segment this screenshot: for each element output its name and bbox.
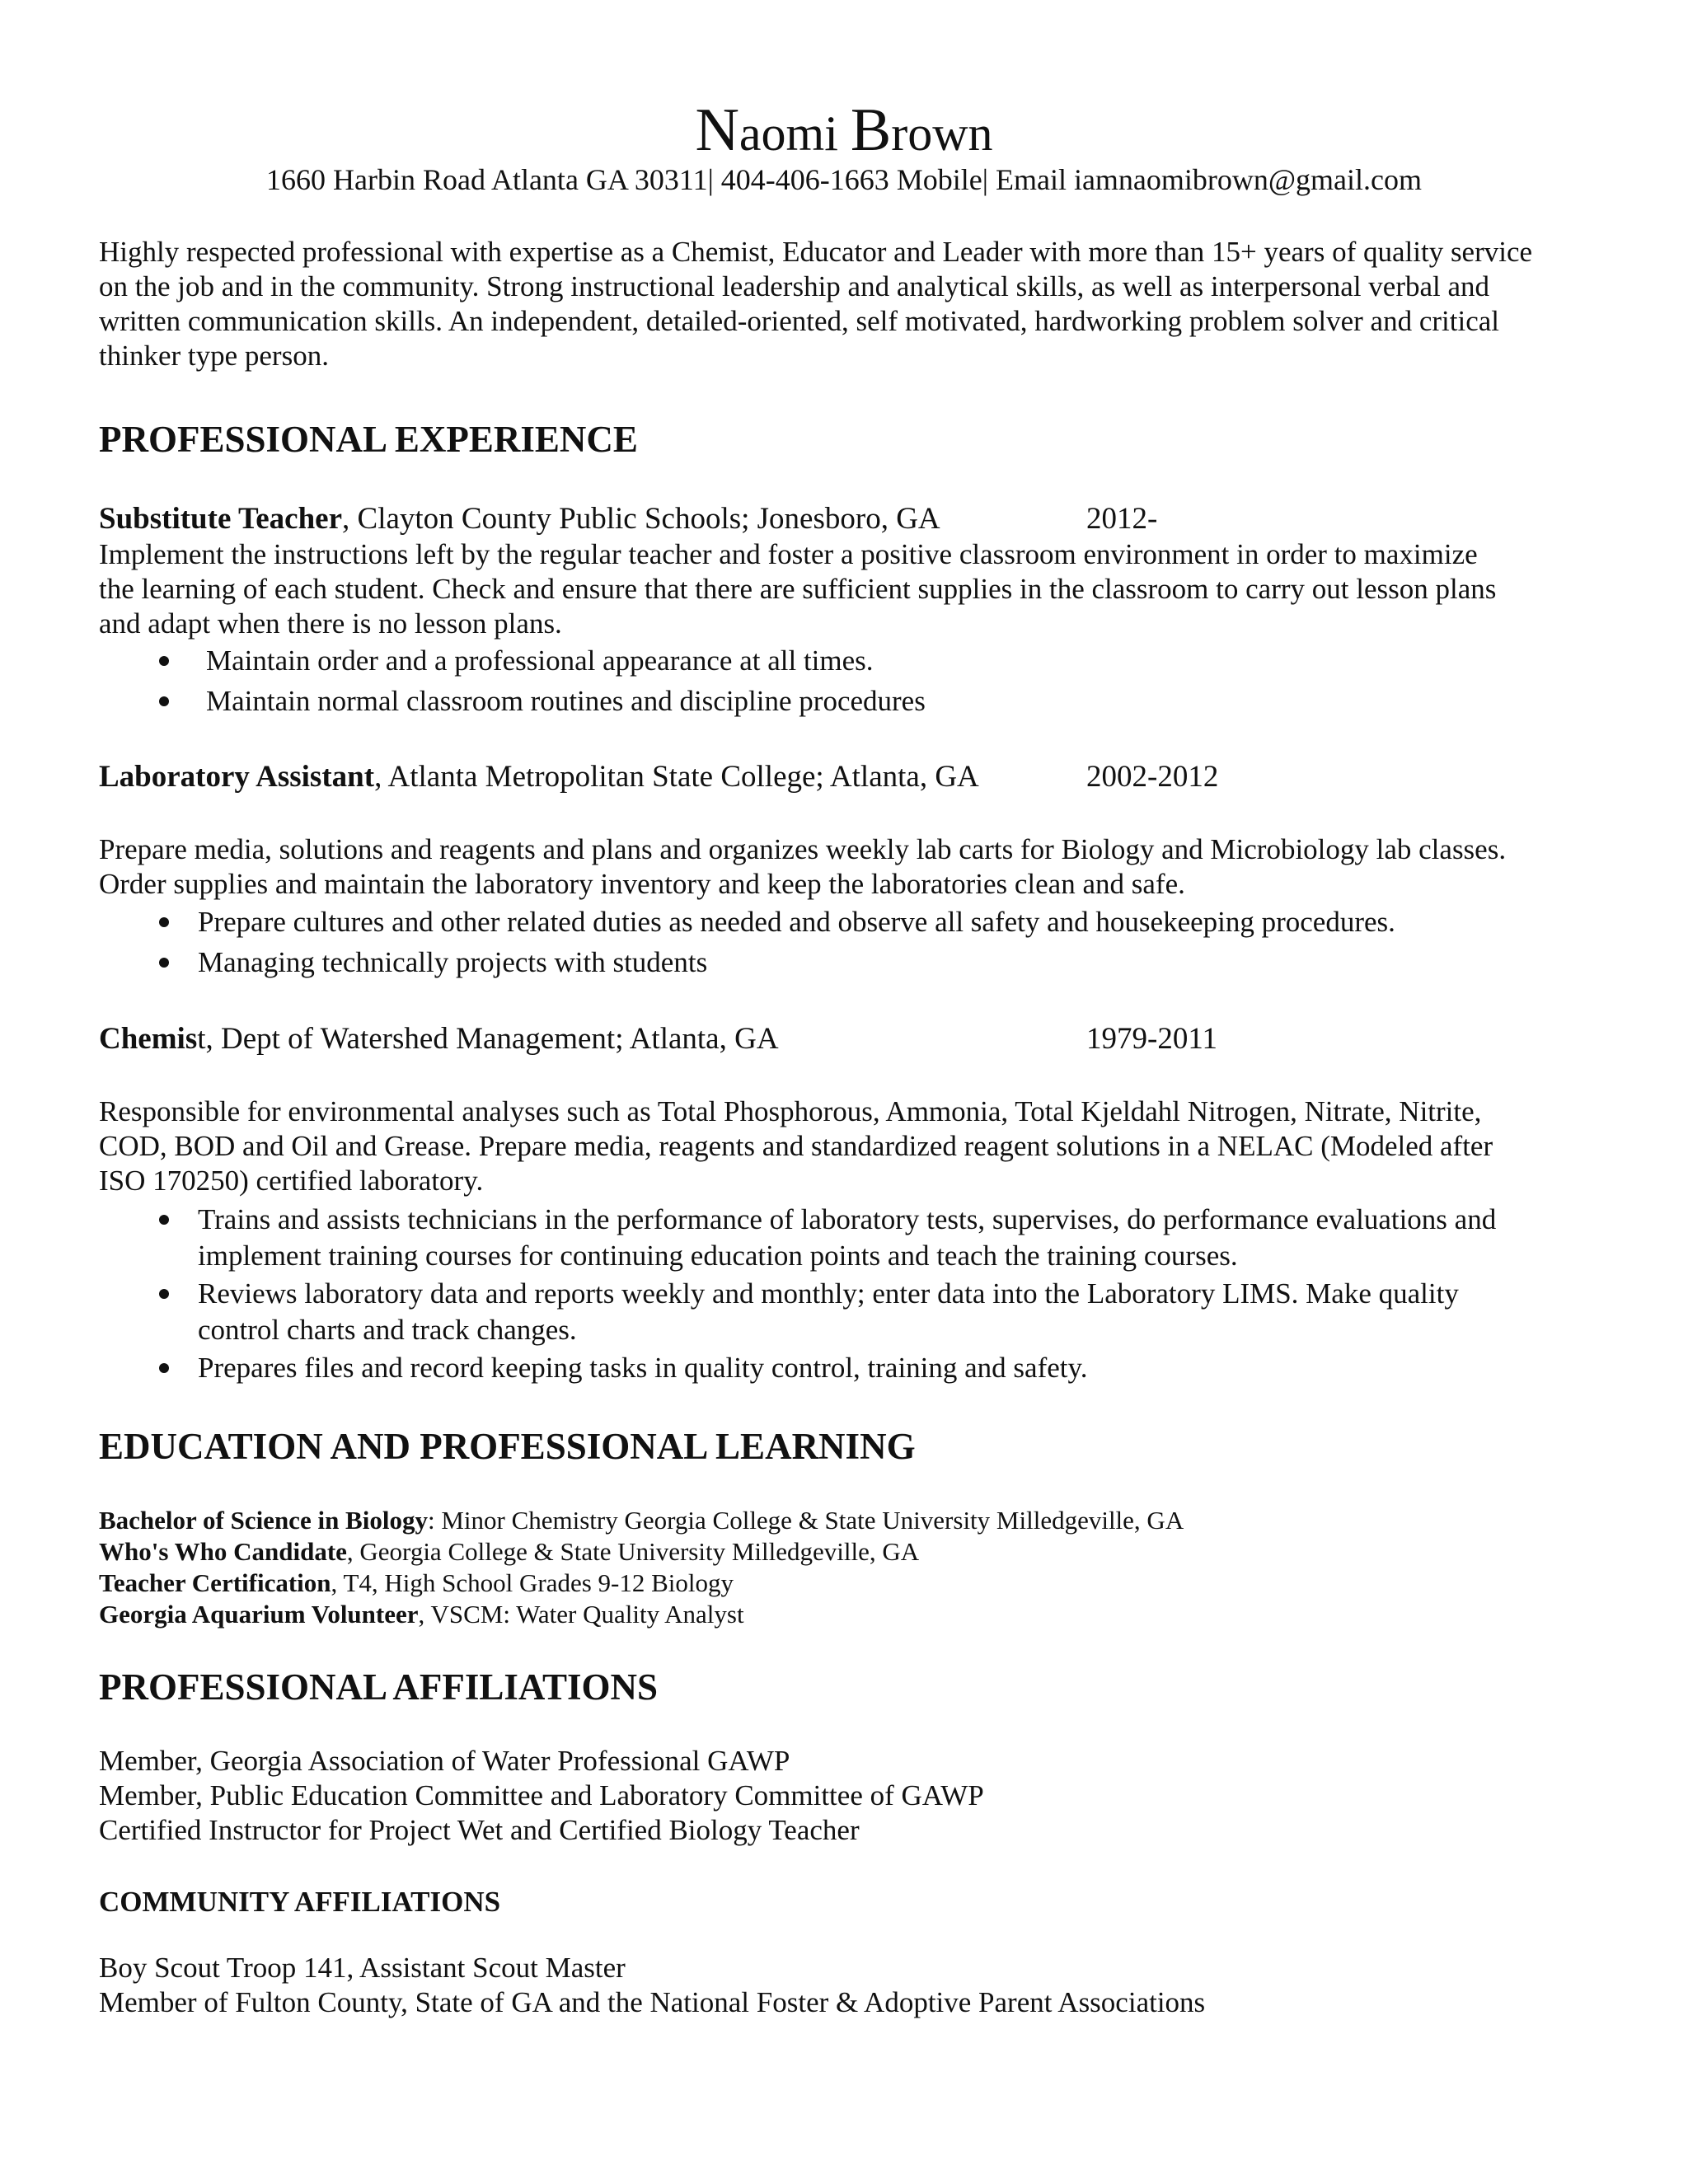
bullet-icon [159, 958, 169, 968]
bullet-icon [159, 696, 169, 706]
job-desc-line: Implement the instructions left by the regular teacher and foster a positive classroom environment in order to maximize [99, 538, 1478, 570]
education-item-title: Bachelor of Science in Biology [99, 1506, 428, 1535]
job-bullet: Maintain order and a professional appearance at all times. [206, 644, 874, 677]
bullet-icon [159, 1289, 169, 1299]
job-bullet [198, 1202, 1496, 1274]
job-title-line [99, 500, 940, 538]
education-item-detail: , Georgia College & State University Milledgeville, GA [346, 1537, 920, 1566]
education-item-detail: : Minor Chemistry Georgia College & State University Milledgeville, GA [427, 1506, 1184, 1535]
summary-line: thinker type person. [99, 340, 329, 372]
job-bullet: Maintain normal classroom routines and discipline procedures [206, 685, 926, 717]
job-description [99, 537, 1615, 641]
job-bullet-line: Reviews laboratory data and reports weekly and monthly; enter data into the Laboratory LIMS. Make quality [198, 1277, 1459, 1310]
affiliation-item: Certified Instructor for Project Wet and Certified Biology Teacher [99, 1814, 860, 1846]
name-last-rest: rown [891, 106, 993, 161]
bullet-icon [159, 1215, 169, 1225]
job-desc-line: Prepare media, solutions and reagents and plans and organizes weekly lab carts for Biology and Microbiology lab classes. [99, 833, 1507, 865]
summary-line: on the job and in the community. Strong instructional leadership and analytical skills, as well as interpersonal verbal and [99, 270, 1490, 302]
summary-paragraph [99, 235, 1615, 373]
education-item-title: Teacher Certification [99, 1568, 331, 1597]
professional-affiliations-list [99, 1744, 984, 1848]
resume-name [0, 97, 1688, 166]
job-dates: 1979-2011 [1086, 1022, 1217, 1056]
job-title: Laboratory Assistant [99, 760, 375, 794]
job-desc-line: COD, BOD and Oil and Grease. Prepare media, reagents and standardized reagent solutions in a NELAC (Modeled after [99, 1130, 1493, 1162]
education-item-detail: , T4, High School Grades 9-12 Biology [331, 1568, 734, 1597]
job-bullet: Prepares files and record keeping tasks in quality control, training and safety. [198, 1352, 1088, 1384]
education-item-detail: , VSCM: Water Quality Analyst [418, 1600, 744, 1629]
affiliation-item: Member, Georgia Association of Water Professional GAWP [99, 1745, 790, 1777]
job-desc-line: the learning of each student. Check and ensure that there are sufficient supplies in the classroom to carry out lesson plans [99, 573, 1497, 605]
job-bullet: Prepare cultures and other related duties as needed and observe all safety and housekeeping procedures. [198, 906, 1395, 938]
job-bullet: Managing technically projects with students [198, 946, 708, 978]
experience-heading: PROFESSIONAL EXPERIENCE [99, 419, 638, 460]
job-dates: 2002-2012 [1086, 760, 1219, 794]
education-heading: EDUCATION AND PROFESSIONAL LEARNING [99, 1426, 916, 1467]
community-affiliations-heading: COMMUNITY AFFILIATIONS [99, 1886, 501, 1918]
name-last-initial: B [850, 96, 892, 164]
job-title-line [99, 758, 979, 796]
job-dates: 2012- [1086, 502, 1158, 536]
job-employer: , Atlanta Metropolitan State College; Atlanta, GA [374, 760, 979, 794]
job-bullet-line: implement training courses for continuing education points and teach the training courses. [198, 1240, 1238, 1272]
summary-line: Highly respected professional with expertise as a Chemist, Educator and Leader with more than 15+ years of quality service [99, 236, 1533, 268]
name-first-initial: N [695, 96, 739, 164]
job-desc-line: Responsible for environmental analyses such as Total Phosphorous, Ammonia, Total Kjeldahl Nitrogen, Nitrate, Nitrite, [99, 1095, 1482, 1127]
job-desc-line: Order supplies and maintain the laboratory inventory and keep the laboratories clean and safe. [99, 868, 1185, 900]
education-item [99, 1568, 1184, 1599]
bullet-icon [159, 917, 169, 927]
education-item [99, 1536, 1184, 1568]
community-item: Member of Fulton County, State of GA and the National Foster & Adoptive Parent Associations [99, 1986, 1206, 2018]
job-employer: , Clayton County Public Schools; Jonesboro, GA [342, 502, 940, 536]
job-desc-line: ISO 170250) certified laboratory. [99, 1165, 484, 1197]
summary-line: written communication skills. An independent, detailed-oriented, self motivated, hardworking problem solver and critical [99, 305, 1499, 337]
community-item: Boy Scout Troop 141, Assistant Scout Master [99, 1952, 626, 1984]
job-desc-line: and adapt when there is no lesson plans. [99, 607, 562, 640]
name-first-rest: aomi [738, 106, 851, 161]
education-item [99, 1505, 1184, 1536]
job-title: Substitute Teacher [99, 502, 343, 536]
education-item [99, 1599, 1184, 1630]
job-employer: t, Dept of Watershed Management; Atlanta, GA [197, 1022, 779, 1056]
education-list [99, 1505, 1184, 1630]
bullet-icon [159, 1363, 169, 1373]
job-bullet [198, 1276, 1459, 1348]
job-title: Chemis [99, 1022, 198, 1056]
community-affiliations-list [99, 1951, 1205, 2020]
contact-line: 1660 Harbin Road Atlanta GA 30311| 404-406-1663 Mobile| Email iamnaomibrown@gmail.com [265, 163, 1423, 196]
bullet-icon [159, 656, 169, 666]
affiliation-item: Member, Public Education Committee and Laboratory Committee of GAWP [99, 1779, 984, 1811]
education-item-title: Georgia Aquarium Volunteer [99, 1600, 419, 1629]
education-item-title: Who's Who Candidate [99, 1537, 347, 1566]
job-title-line [99, 1020, 779, 1058]
job-description [99, 832, 1615, 902]
job-bullet-line: control charts and track changes. [198, 1314, 577, 1346]
job-description [99, 1094, 1615, 1198]
job-bullet-line: Trains and assists technicians in the performance of laboratory tests, supervises, do performance evaluations and [198, 1203, 1497, 1235]
professional-affiliations-heading: PROFESSIONAL AFFILIATIONS [99, 1666, 659, 1708]
